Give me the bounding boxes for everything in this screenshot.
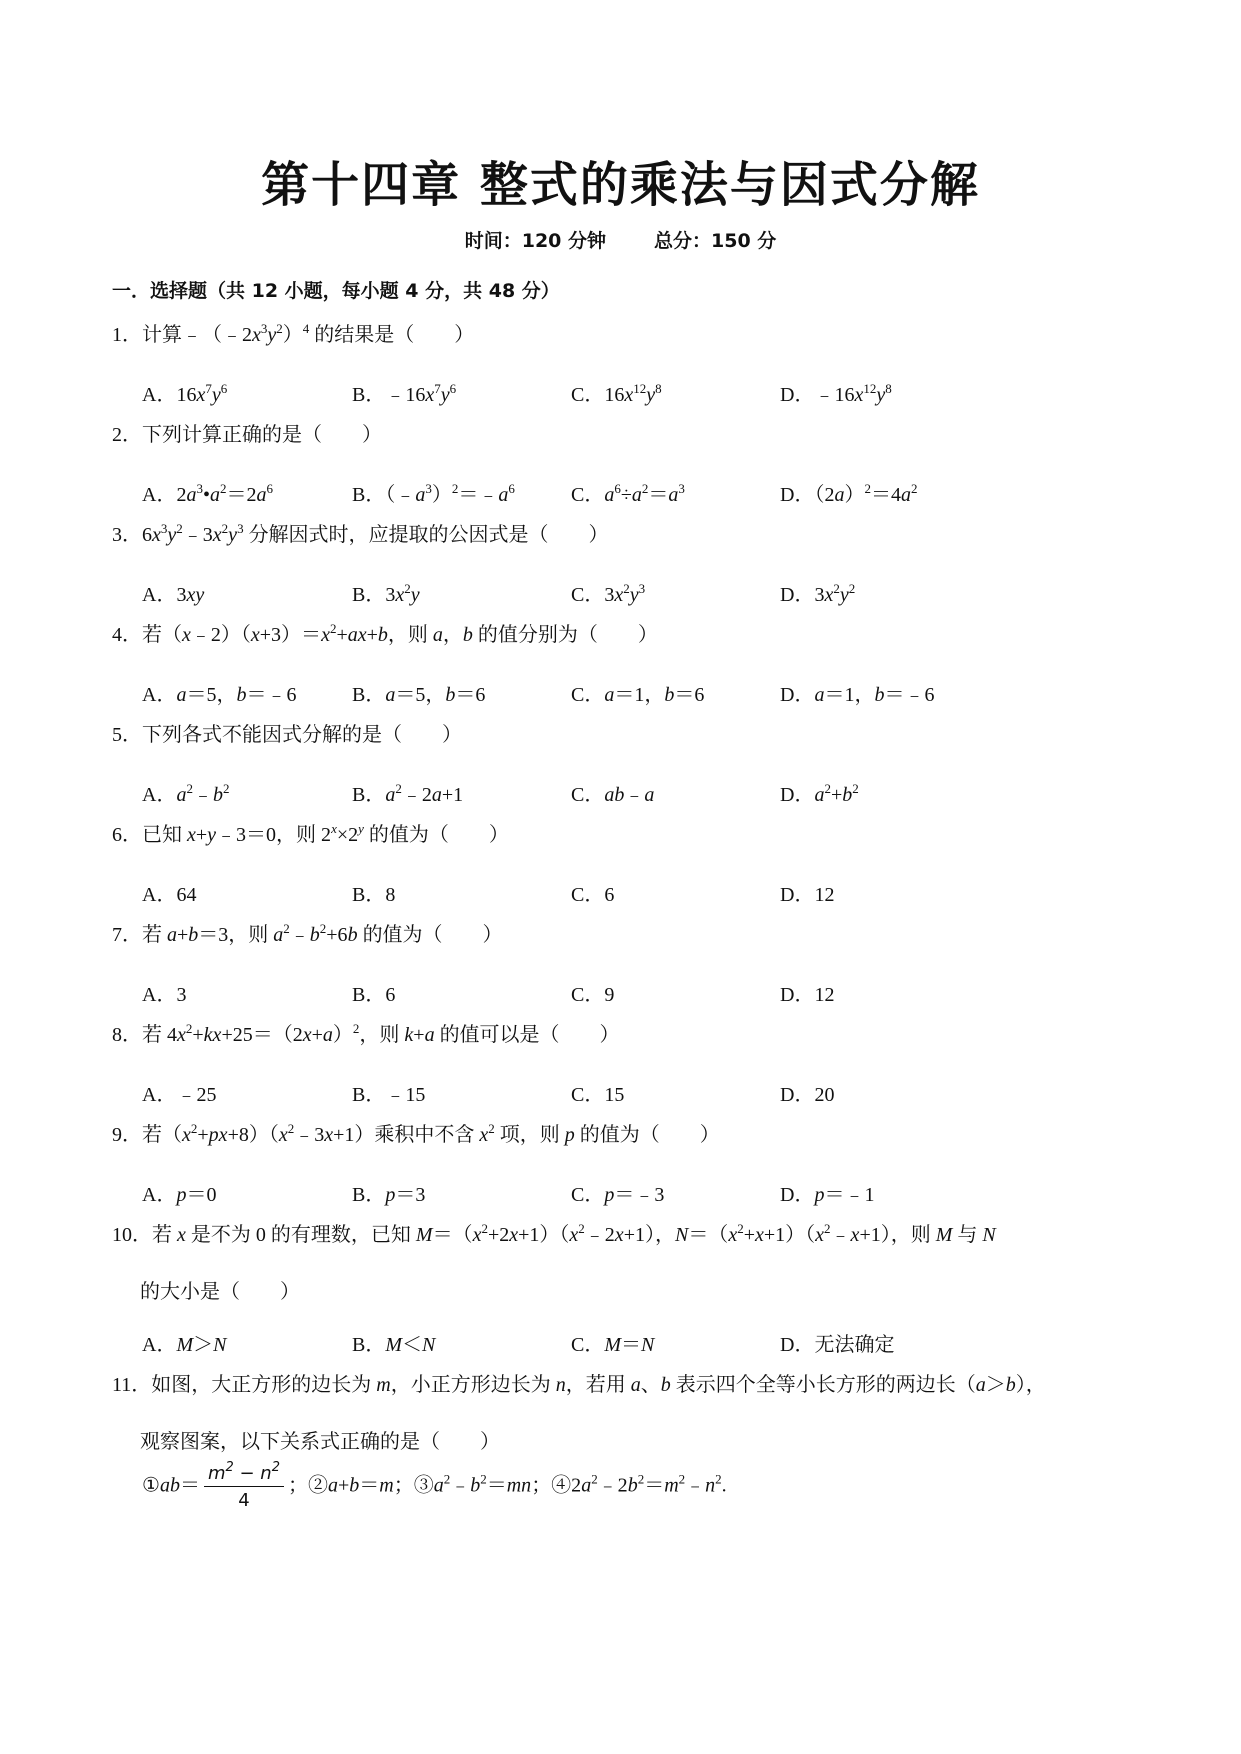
q7-option-b[interactable]: B．6 <box>352 984 396 1006</box>
question-9: 9．若$(x^2+px+8)(x^2﹣3x+1)$乘积中不含 $x^2$ 项，则 p 的值为（ ） <box>112 1121 720 1146</box>
q8-option-b[interactable]: B．﹣15 <box>352 1084 426 1106</box>
q1-option-a[interactable]: A．$16x^7y^6$ <box>142 381 228 406</box>
exam-meta <box>0 226 1241 253</box>
section-heading: 一．选择题（共 12 小题，每小题 4 分，共 48 分） <box>112 280 560 302</box>
q3-option-a[interactable]: A．3xy <box>142 584 205 606</box>
q6-option-c[interactable]: C．6 <box>571 884 615 906</box>
q5-option-d[interactable]: D．$a^2+b^2$ <box>780 781 859 806</box>
q8-option-a[interactable]: A．﹣25 <box>142 1084 217 1106</box>
q6-option-a[interactable]: A．64 <box>142 884 197 906</box>
q3-option-b[interactable]: B．$3x^2y$ <box>352 581 420 606</box>
q9-option-c[interactable]: C．p＝﹣3 <box>571 1184 665 1206</box>
q10-option-b[interactable]: B．M＜N <box>352 1334 436 1356</box>
question-4: 4．若$(x﹣2)(x+3)=x^2+ax+b$，则 a，b 的值分别为（ ） <box>112 621 658 646</box>
question-3: 3．$6x^3y^2﹣3x^2y^3$ 分解因式时，应提取的公因式是（ ） <box>112 521 609 546</box>
question-11-continuation: 观察图案，以下关系式正确的是（ ） <box>140 1431 500 1453</box>
question-2: 2．下列计算正确的是（ ） <box>112 424 382 446</box>
q9-option-d[interactable]: D．p＝﹣1 <box>780 1184 875 1206</box>
exam-time: 时间：120 分钟 <box>464 230 606 252</box>
exam-score: 总分：150 分 <box>654 230 777 252</box>
q5-option-c[interactable]: C．ab﹣a <box>571 784 655 806</box>
question-7: 7．若 a+b＝3，则 $a^2﹣b^2+6b$ 的值为（ ） <box>112 921 503 946</box>
q10-option-d[interactable]: D．无法确定 <box>780 1334 895 1356</box>
q3-option-d[interactable]: D．$3x^2y^2$ <box>780 581 856 606</box>
q8-option-c[interactable]: C．15 <box>571 1084 625 1106</box>
question-1: 1．计算$﹣(﹣2x^3y^2)^4$ 的结果是（ ） <box>112 321 475 346</box>
q1-option-c[interactable]: C．$16x^{12}y^8$ <box>571 381 662 406</box>
q4-option-d[interactable]: D．a＝1，b＝﹣6 <box>780 684 935 706</box>
q10-option-a[interactable]: A．M＞N <box>142 1334 227 1356</box>
q7-option-a[interactable]: A．3 <box>142 984 187 1006</box>
question-5: 5．下列各式不能因式分解的是（ ） <box>112 724 462 746</box>
q10-option-c[interactable]: C．M＝N <box>571 1334 655 1356</box>
q5-option-b[interactable]: B．$a^2﹣2a+1$ <box>352 781 464 806</box>
page-title: 第十四章 整式的乘法与因式分解 <box>261 157 980 213</box>
q3-option-c[interactable]: C．$3x^2y^3$ <box>571 581 646 606</box>
q1-option-b[interactable]: B．$﹣16x^7y^6$ <box>352 381 457 406</box>
question-10-continuation: 的大小是（ ） <box>140 1281 300 1303</box>
q2-option-c[interactable]: C．$a^6\div a^2=a^3$ <box>571 481 685 506</box>
q2-option-d[interactable]: D．$(2a)^2=4a^2$ <box>780 481 918 506</box>
q7-option-d[interactable]: D．12 <box>780 984 835 1006</box>
q4-option-b[interactable]: B．a＝5，b＝6 <box>352 684 486 706</box>
q5-option-a[interactable]: A．$a^2﹣b^2$ <box>142 781 230 806</box>
question-11: 11．如图，大正方形的边长为 m，小正方形边长为 n，若用 a、b 表示四个全等小长方形的两边长（a＞b）， <box>112 1374 1046 1396</box>
q6-option-b[interactable]: B．8 <box>352 884 396 906</box>
q7-option-c[interactable]: C．9 <box>571 984 615 1006</box>
q2-option-b[interactable]: B．$(﹣a^3)^2=﹣a^6$ <box>352 481 515 506</box>
q4-option-c[interactable]: C．a＝1，b＝6 <box>571 684 705 706</box>
q9-option-b[interactable]: B．p＝3 <box>352 1184 426 1206</box>
question-6: 6．已知 x+y﹣3＝0，则 $2^x\times 2^y$ 的值为（ ） <box>112 821 509 846</box>
question-11-statements: ①ab＝ $\frac{m^2 - n^2}{4}$ ；②a+b＝m；$③a^2﹣b^2=mn$；$④2a^2﹣2b^2=m^2﹣n^2$. <box>142 1460 727 1511</box>
fraction: $\frac{m^2 - n^2}{4}$ <box>204 1463 284 1511</box>
q1-option-d[interactable]: D．$﹣16x^{12}y^8$ <box>780 381 892 406</box>
question-10: 10．若 x 是不为 0 的有理数，已知 $M=(x^2+2x+1)(x^2﹣2x+1)$，$N=(x^2+x+1)(x^2﹣x+1)$，则 M 与 N <box>112 1221 996 1246</box>
q8-option-d[interactable]: D．20 <box>780 1084 835 1106</box>
q4-option-a[interactable]: A．a＝5，b＝﹣6 <box>142 684 297 706</box>
q6-option-d[interactable]: D．12 <box>780 884 835 906</box>
q2-option-a[interactable]: A．$2a^3•a^2=2a^6$ <box>142 481 273 506</box>
q9-option-a[interactable]: A．p＝0 <box>142 1184 217 1206</box>
question-8: 8．若 $4x^2+kx+25=(2x+a)^2$，则 k+a 的值可以是（ ） <box>112 1021 620 1046</box>
